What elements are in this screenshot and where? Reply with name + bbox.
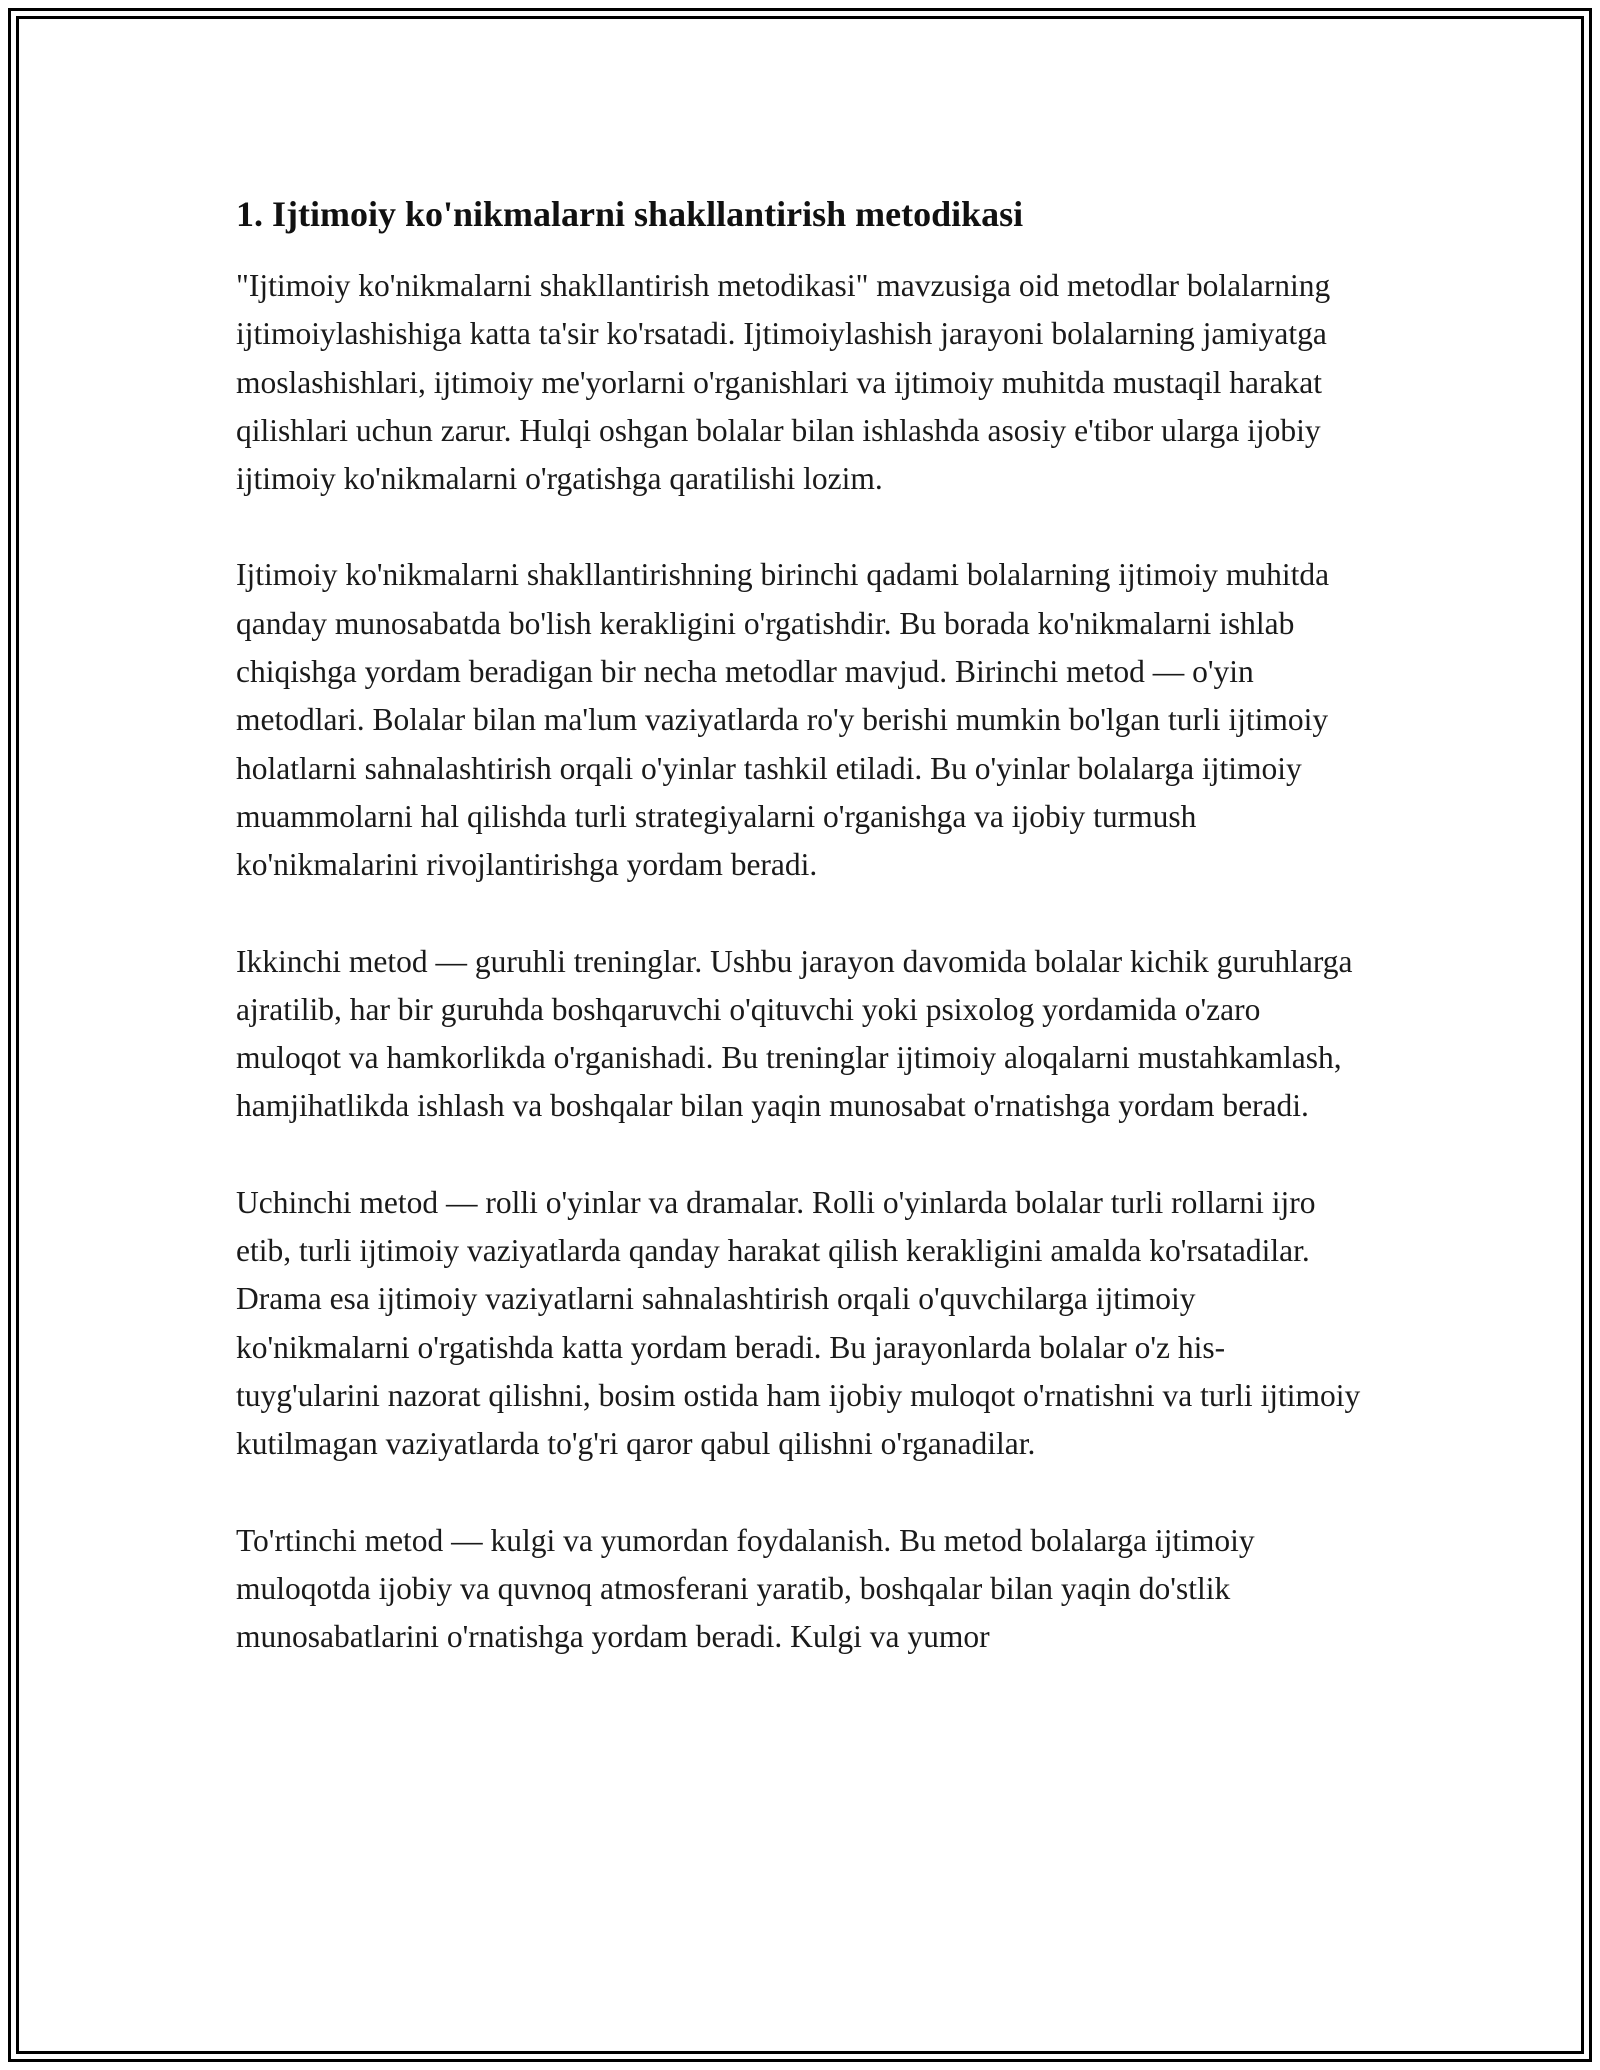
paragraph-third-method: Uchinchi metod — rolli o'yinlar va dramalar. Rolli o'yinlarda bolalar turli rollarni ijro etib, turli ijtimoiy vaziyatlarda qanday harakat qilish kerakligini amalda ko'rsatadilar. Drama esa ijtimoiy vaziyatlarni sahnalashtirish orqali o'quvchilarga ijtimoiy ko'nikmalarni o'rgatishda katta yordam beradi. Bu jarayonlarda bolalar o'z his-tuyg'ularini nazorat qilishni, bosim ostida ham ijobiy muloqot o'rnatishni va turli ijtimoiy kutilmagan vaziyatlarda to'g'ri qaror qabul qilishni o'rganadilar. [236, 1184, 1361, 1462]
section-heading: 1. Ijtimoiy ko'nikmalarni shakllantirish metodikasi [236, 194, 1024, 234]
document-page [236, 186, 1366, 1709]
paragraph-fourth-method: To'rtinchi metod — kulgi va yumordan foydalanish. Bu metod bolalarga ijtimoiy muloqotda ijobiy va quvnoq atmosferani yaratib, boshqalar bilan yaqin do'stlik munosabatlarini o'rnatishga yordam beradi. Kulgi va yumor [236, 1522, 1255, 1655]
paragraph-second-method: Ikkinchi metod — guruhli treninglar. Ushbu jarayon davomida bolalar kichik guruhlarga ajratilib, har bir guruhda boshqaruvchi o'qituvchi yoki psixolog yordamida o'zaro muloqot va hamkorlikda o'rganishadi. Bu treninglar ijtimoiy aloqalarni mustahkamlash, hamjihatlikda ishlash va boshqalar bilan yaqin munosabat o'rnatishga yordam beradi. [236, 943, 1353, 1124]
paragraph-intro: "Ijtimoiy ko'nikmalarni shakllantirish metodikasi" mavzusiga oid metodlar bolalarning ijtimoiylashishiga katta ta'sir ko'rsatadi. Ijtimoiylashish jarayoni bolalarning jamiyatga moslashishlari, ijtimoiy me'yorlarni o'rganishlari va ijtimoiy muhitda mustaqil harakat qilishlari uchun zarur. Hulqi oshgan bolalar bilan ishlashda asosiy e'tibor ularga ijobiy ijtimoiy ko'nikmalarni o'rgatishga qaratilishi lozim. [236, 268, 1331, 497]
paragraph-first-method: Ijtimoiy ko'nikmalarni shakllantirishning birinchi qadami bolalarning ijtimoiy muhitda qanday munosabatda bo'lish kerakligini o'rgatishdir. Bu borada ko'nikmalarni ishlab chiqishga yordam beradigan bir necha metodlar mavjud. Birinchi metod — o'yin metodlari. Bolalar bilan ma'lum vaziyatlarda ro'y berishi mumkin bo'lgan turli ijtimoiy holatlarni sahnalashtirish orqali o'yinlar tashkil etiladi. Bu o'yinlar bolalarga ijtimoiy muammolarni hal qilishda turli strategiyalarni o'rganishga va ijobiy turmush ko'nikmalarini rivojlantirishga yordam beradi. [236, 557, 1330, 883]
